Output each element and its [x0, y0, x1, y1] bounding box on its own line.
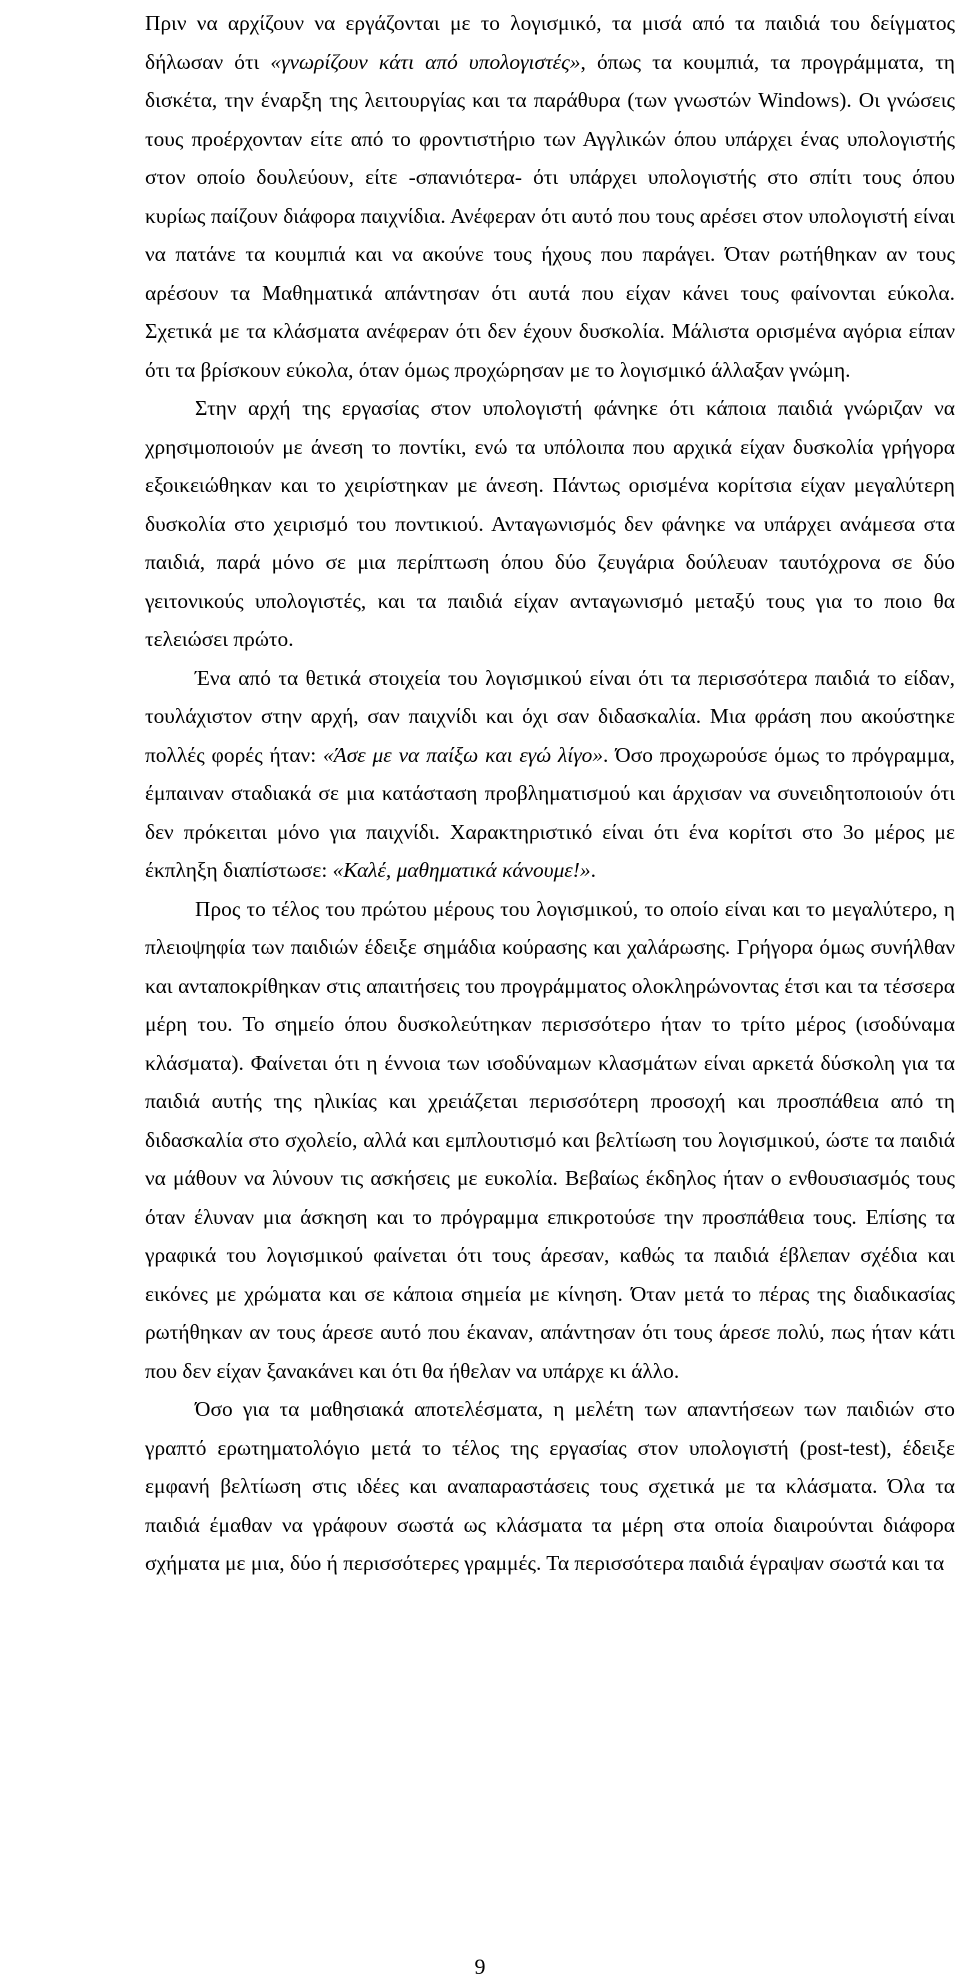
paragraph-text: Πριν να αρχίζουν να εργάζονται με το λογισμικό, τα μισά από τα παιδιά του δείγματος δήλωσαν ότι [145, 11, 955, 74]
paragraph [145, 4, 955, 389]
paragraph-text: . Όσο προχωρούσε όμως το πρόγραμμα, έμπαιναν σταδιακά σε μια κατάσταση προβληματισμού και άρχισαν να συνειδητοποιούν ότι δεν πρόκειται μόνο για παιχνίδι. Χαρακτηριστικό είναι ότι ένα κορίτσι στο 3ο μέρος με έκπληξη διαπίστωσε: [145, 742, 955, 882]
quote-text: «γνωρίζουν κάτι από υπολογιστές» [270, 49, 581, 74]
quote-text: «Καλέ, μαθηματικά κάνουμε!» [332, 858, 591, 882]
paragraph [145, 389, 955, 659]
body-text [145, 4, 955, 1583]
page-number: 9 [474, 1954, 486, 1979]
paragraph-text: Προς το τέλος του πρώτου μέρους του λογισμικού, το οποίο είναι και το μεγαλύτερο, η πλειοψηφία των παιδιών έδειξε σημάδια κούρασης και χαλάρωσης. Γρήγορα όμως συνήλθαν και ανταποκρίθηκαν στις απαιτήσεις του προγράμματος ολοκληρώνοντας έτσι και τα τέσσερα μέρη του. Το σημείο όπου δυσκολεύτηκαν περισσότερο ήταν το τρίτο μέρος (ισοδύναμα κλάσματα). Φαίνεται ότι η έννοια των ισοδύναμων κλασμάτων είναι αρκετά δύσκολη για τα παιδιά αυτής της ηλικίας και χρειάζεται περισσότερη προσοχή και προσπάθεια από τη διδασκαλία στο σχολείο, αλλά και εμπλουτισμό και βελτίωση του λογισμικού, ώστε τα παιδιά να μάθουν να λύνουν τις ασκήσεις με ευκολία. Βεβαίως έκδηλος ήταν ο ενθουσιασμός τους όταν έλυναν μια άσκηση και το πρόγραμμα επικροτούσε την προσπάθεια τους. Επίσης τα γραφικά του λογισμικού φαίνεται ότι τους άρεσαν, καθώς τα παιδιά έβλεπαν σχέδια και εικόνες με χρώματα και σε κάποια σημεία με κίνηση. Όταν μετά το πέρας της διαδικασίας ρωτήθηκαν αν τους άρεσε αυτό που έκαναν, απάντησαν ότι τους άρεσε πολύ, πως ήταν κάτι που δεν είχαν ξανακάνει και ότι θα ήθελαν να υπάρχε κι άλλο. [145, 896, 955, 1383]
paragraph-text: , όπως τα κουμπιά, τα προγράμματα, τη δισκέτα, την έναρξη της λειτουργίας και τα παράθυρα (των γνωστών Windows). Οι γνώσεις τους προέρχονταν είτε από το φροντιστήριο των Αγγλικών όπου υπάρχει ένας υπολογιστής στον οποίο δουλεύουν, είτε -σπανιότερα- ότι υπάρχει υπολογιστής στο σπίτι τους όπου κυρίως παίζουν διάφορα παιχνίδια. Ανέφεραν ότι αυτό που τους αρέσει στον υπολογιστή είναι να πατάνε τα κουμπιά και να ακούνε τους ήχους που παράγει. Όταν ρωτήθηκαν αν τους αρέσουν τα Μαθηματικά απάντησαν ότι αυτά που είχαν κάνει τους φαίνονται εύκολα. Σχετικά με τα κλάσματα ανέφεραν ότι δεν έχουν δυσκολία. Μάλιστα ορισμένα αγόρια είπαν ότι τα βρίσκουν εύκολα, όταν όμως προχώρησαν με το λογισμικό άλλαξαν γνώμη. [145, 49, 955, 382]
quote-text: «Άσε με να παίξω και εγώ λίγο» [322, 742, 604, 767]
paragraph-text: Στην αρχή της εργασίας στον υπολογιστή φάνηκε ότι κάποια παιδιά γνώριζαν να χρησιμοποιούν με άνεση το ποντίκι, ενώ τα υπόλοιπα που αρχικά είχαν δυσκολία γρήγορα εξοικειώθηκαν και το χειρίστηκαν με άνεση. Πάντως ορισμένα κορίτσια είχαν μεγαλύτερη δυσκολία στο χειρισμό του ποντικιού. Ανταγωνισμός δεν φάνηκε να υπάρχει ανάμεσα στα παιδιά, παρά μόνο σε μια περίπτωση όπου δύο ζευγάρια δούλευαν ταυτόχρονα σε δύο γειτονικούς υπολογιστές, και τα παιδιά είχαν ανταγωνισμό μεταξύ τους για το ποιο θα τελειώσει πρώτο. [145, 396, 955, 651]
paragraph [145, 659, 955, 890]
paragraph [145, 1390, 955, 1583]
paragraph [145, 890, 955, 1391]
paragraph-text: . [590, 858, 596, 882]
paragraph-text: Ένα από τα θετικά στοιχεία του λογισμικού είναι ότι τα περισσότερα παιδιά το είδαν, τουλάχιστον στην αρχή, σαν παιχνίδι και όχι σαν διδασκαλία. Μια φράση που ακούστηκε πολλές φορές ήταν: [145, 665, 955, 767]
paragraph-text: Όσο για τα μαθησιακά αποτελέσματα, η μελέτη των απαντήσεων των παιδιών στο γραπτό ερωτηματολόγιο μετά το τέλος της εργασίας στον υπολογιστή (post-test), έδειξε εμφανή βελτίωση στις ιδέες και αναπαραστάσεις τους σχετικά με τα κλάσματα. Όλα τα παιδιά έμαθαν να γράφουν σωστά ως κλάσματα τα μέρη στα οποία διαιρούνται διάφορα σχήματα με μια, δύο ή περισσότερες γραμμές. Τα περισσότερα παιδιά έγραψαν σωστά και τα [145, 1397, 955, 1575]
